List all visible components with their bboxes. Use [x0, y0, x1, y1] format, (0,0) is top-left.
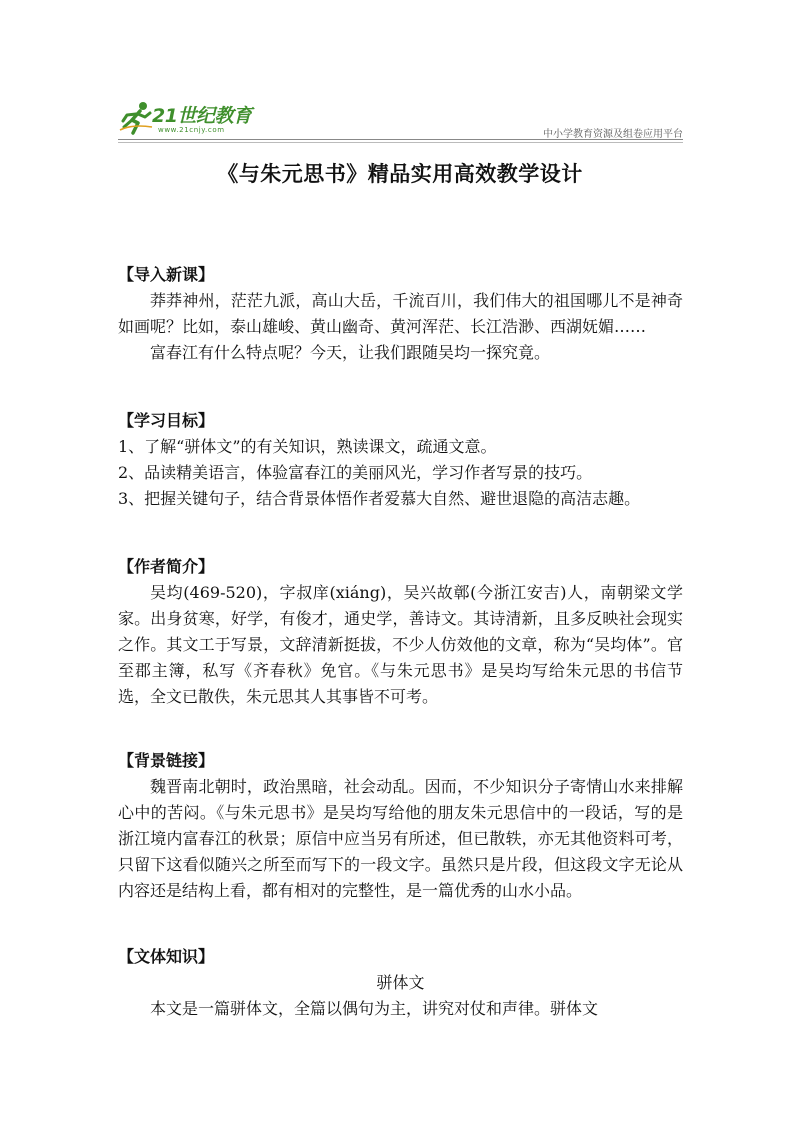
list-item: 1、了解“骈体文”的有关知识，熟读课文，疏通文意。	[118, 437, 497, 456]
document-title: 《与朱元思书》精品实用高效教学设计	[217, 161, 583, 186]
section-heading: 【背景链接】	[118, 751, 215, 770]
section-goals	[118, 408, 683, 512]
logo-text: 21世纪教育	[152, 105, 252, 127]
list-item: 2、品读精美语言，体验富春江的美丽风光，学习作者写景的技巧。	[118, 463, 593, 482]
section-style	[118, 944, 683, 1022]
page-header	[118, 98, 683, 144]
subtitle: 骈体文	[376, 973, 425, 992]
section-background	[118, 748, 683, 904]
paragraph: 魏晋南北朝时，政治黑暗，社会动乱。因而，不少知识分子寄情山水来排解心中的苦闷。《与朱元思书》是吴均写给他的朋友朱元思信中的一段话，写的是浙江境内富春江的秋景；原信中应当另有所述，但已散轶，亦无其他资料可考，只留下这看似随兴之所至而写下的一段文字。虽然只是片段，但这段文字无论从内容还是结构上看，都有相对的完整性，是一篇优秀的山水小品。	[118, 777, 683, 900]
paragraph: 吴均(469-520)，字叔庠(xiáng)，吴兴故鄣(今浙江安吉)人，南朝梁文学家。出身贫寒，好学，有俊才，通史学，善诗文。其诗清新，且多反映社会现实之作。其文工于写景，文辞清新挺拔，不少人仿效他的文章，称为“吴均体”。官至郡主簿，私写《齐春秋》免官。《与朱元思书》是吴均写给朱元思的书信节选，全文已散佚，朱元思其人其事皆不可考。	[118, 583, 683, 706]
section-author	[118, 554, 683, 710]
section-heading: 【学习目标】	[118, 411, 215, 430]
paragraph: 莽莽神州，茫茫九派，高山大岳，千流百川，我们伟大的祖国哪儿不是神奇如画呢？比如，泰山雄峻、黄山幽奇、黄河浑茫、长江浩渺、西湖妩媚……	[118, 291, 683, 336]
section-intro	[118, 262, 683, 366]
list-item: 3、把握关键句子，结合背景体悟作者爱慕大自然、避世退隐的高洁志趣。	[118, 489, 641, 508]
section-heading: 【文体知识】	[118, 947, 215, 966]
paragraph: 本文是一篇骈体文，全篇以偶句为主，讲究对仗和声律。骈体文	[150, 999, 599, 1018]
section-heading: 【作者简介】	[118, 557, 215, 576]
header-divider	[118, 139, 683, 143]
logo-url: www.21cnjy.com	[158, 126, 225, 134]
paragraph: 富春江有什么特点呢？今天，让我们跟随吴均一探究竟。	[150, 343, 551, 362]
logo	[118, 98, 318, 140]
section-heading: 【导入新课】	[118, 265, 215, 284]
runner-logo-icon	[118, 100, 154, 136]
platform-tagline: 中小学教育资源及组卷应用平台	[543, 129, 683, 140]
